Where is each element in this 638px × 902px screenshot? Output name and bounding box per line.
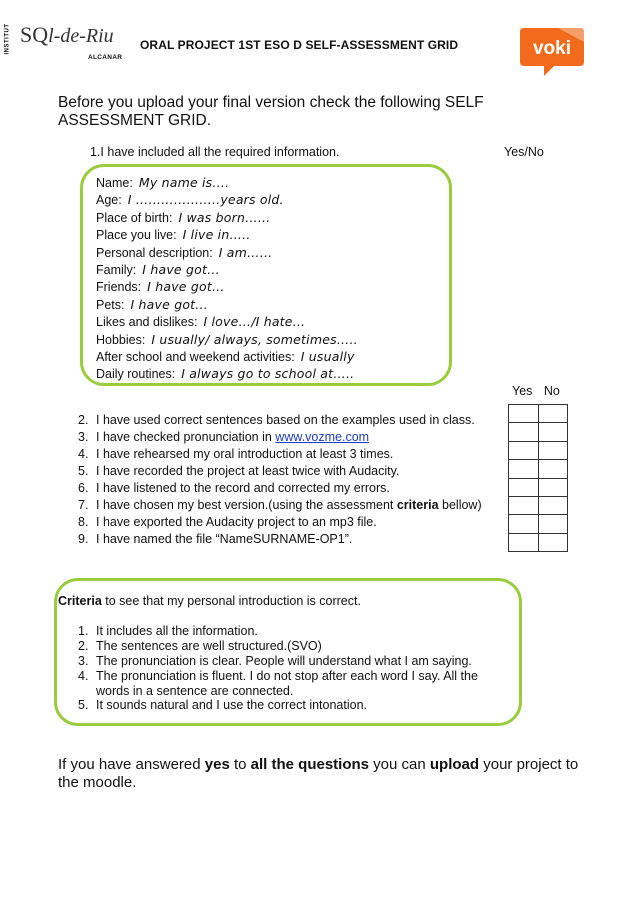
criteria-title-rest: to see that my personal introduction is correct. [101,594,361,608]
logo-vertical-text: INSTITUT [4,23,11,55]
check-item [78,464,399,478]
intro-text: Before you upload your final version check the following SELF ASSESSMENT GRID. [58,94,484,129]
grid-row [509,423,568,441]
final-p3: you can [369,756,430,773]
info-item [96,366,354,381]
criteria-item [78,624,496,639]
info-item-example: I am…… [218,244,273,260]
grid-cell-yes[interactable] [509,533,539,551]
check-item-number: 8. [78,515,89,529]
info-item-example: I have got… [130,296,208,312]
info-item-label: Place of birth: [96,210,173,225]
grid-row [509,460,568,478]
final-p1: If you have answered [58,756,205,773]
grid-row [509,405,568,423]
check-item [78,498,482,512]
criteria-item-text: It includes all the information. [96,624,258,638]
info-item-label: Hobbies: [96,332,146,347]
grid-row [509,496,568,514]
logo-brand [20,22,114,48]
info-item-example: I have got… [147,279,225,295]
info-item-example: I love…/I hate… [203,314,306,330]
grid-row [509,478,568,496]
criteria-item-text: It sounds natural and I use the correct intonation. [96,698,368,712]
final-p4: your project to the moodle. [58,756,579,791]
info-item [96,245,272,260]
grid-cell-yes[interactable] [509,423,539,441]
check-item-text: I have used correct sentences based on the examples used in class. [96,413,475,427]
criteria-item-text: The pronunciation is clear. People will understand what I am saying. [96,654,472,668]
info-item [96,279,225,294]
grid-cell-yes[interactable] [509,515,539,533]
check-item [78,430,369,444]
criteria-item-number: 4. [78,669,89,683]
criteria-item-number: 3. [78,654,89,668]
info-item-example: I live in….. [182,227,251,243]
info-item-example: I always go to school at….. [181,366,355,382]
check-item-text: I have named the file “NameSURNAME-OP1”. [96,532,353,546]
info-item-label: After school and weekend activities: [96,350,295,364]
voki-logo-text: voki [532,38,572,59]
grid-cell-yes[interactable] [509,460,539,478]
criteria-item-number: 5. [78,698,89,712]
info-item [96,332,358,347]
info-item-example: I ………………..years old. [127,192,284,208]
criteria-item [78,669,496,699]
check-item-bold: criteria [396,498,439,512]
final-b2: all the questions [250,756,370,773]
criteria-item-number: 1. [78,624,89,638]
check-item [78,481,390,495]
info-item-label: Family: [96,263,137,277]
criteria-item [78,639,496,654]
check-item-number: 5. [78,464,89,478]
criteria-title [58,594,361,608]
final-note [58,756,588,792]
grid-cell-yes[interactable] [509,478,539,496]
logo-sub: ALCANAR [88,54,123,61]
grid-cell-no[interactable] [538,533,568,551]
info-item [96,297,208,312]
check-item [78,515,377,529]
check-item-number: 9. [78,532,89,546]
check-item-text: I have listened to the record and corrected my errors. [96,481,390,495]
check-item-text: I have recorded the project at least twice with Audacity. [96,464,400,478]
grid-row [509,441,568,459]
vozme-link[interactable]: www.vozme.com [275,430,370,444]
check-item-text: I have checked pronunciation in [96,430,276,444]
info-item-label: Age: [96,193,122,208]
logo-vertical [4,16,18,66]
info-item-label: Pets: [96,297,125,312]
final-b1: yes [204,756,230,773]
check-item-after: bellow) [438,498,482,512]
check-item-number: 4. [78,447,89,461]
yes-no-header [512,384,560,398]
check-item-number: 3. [78,430,89,444]
grid-cell-no[interactable] [538,515,568,533]
final-p2: to [229,756,251,773]
yes-header: Yes [512,384,533,398]
check-item-text: I have chosen my best version.(using the assessment [96,498,397,512]
info-item [96,314,305,329]
criteria-title-bold: Criteria [58,594,102,608]
page-title: ORAL PROJECT 1ST ESO D SELF-ASSESSMENT GRID [140,38,459,52]
check-item-number: 2. [78,413,89,427]
final-b3: upload [429,756,480,773]
check-item-text: I have rehearsed my oral introduction at least 3 times. [96,447,394,461]
info-item-example: I usually/ always, sometimes….. [151,331,358,347]
info-item [96,175,229,190]
check-item-number: 7. [78,498,89,512]
criteria-item-text: The pronunciation is fluent. I do not stop after each word I say. All the words in a sentence are connected. [96,669,478,698]
grid-cell-no[interactable] [538,405,568,423]
info-item-label: Name: [96,176,133,190]
question-1-answer-label: Yes/No [504,145,544,159]
info-item [96,210,271,225]
info-item-label: Friends: [96,280,142,295]
check-item [78,413,475,427]
info-item-label: Likes and dislikes: [96,315,198,330]
info-item [96,192,284,207]
grid-cell-yes[interactable] [509,496,539,514]
grid-row [509,533,568,551]
info-item [96,227,251,242]
school-logo [4,14,128,70]
info-item-example: I usually [300,349,355,364]
grid-cell-yes[interactable] [509,405,539,423]
logo-brand-a: SQ [20,22,49,47]
yes-no-grid [508,404,568,552]
info-item-label: Personal description: [96,245,213,260]
info-item-label: Daily routines: [96,367,176,382]
info-item-example: My name is…. [138,175,230,190]
logo-brand-b: l-de-Riu [48,25,114,47]
check-item-text: I have exported the Audacity project to an mp3 file. [96,515,377,529]
info-item [96,349,355,364]
info-item [96,262,220,277]
question-1: 1.I have included all the required information. [90,145,340,159]
check-item [78,532,352,546]
voki-logo [514,26,590,78]
criteria-item-text: The sentences are well structured.(SVO) [96,639,322,653]
criteria-item-number: 2. [78,639,89,653]
check-item-number: 6. [78,481,89,495]
info-item-example: I was born…… [178,209,271,225]
grid-cell-no[interactable] [538,460,568,478]
no-header: No [543,384,560,398]
criteria-item [78,698,496,713]
criteria-item [78,654,496,669]
grid-cell-no[interactable] [538,423,568,441]
info-item-example: I have got… [142,262,220,277]
check-item [78,447,393,461]
grid-cell-yes[interactable] [509,441,539,459]
grid-cell-no[interactable] [538,478,568,496]
grid-row [509,515,568,533]
info-item-label: Place you live: [96,228,177,243]
grid-cell-no[interactable] [538,496,568,514]
grid-cell-no[interactable] [538,441,568,459]
